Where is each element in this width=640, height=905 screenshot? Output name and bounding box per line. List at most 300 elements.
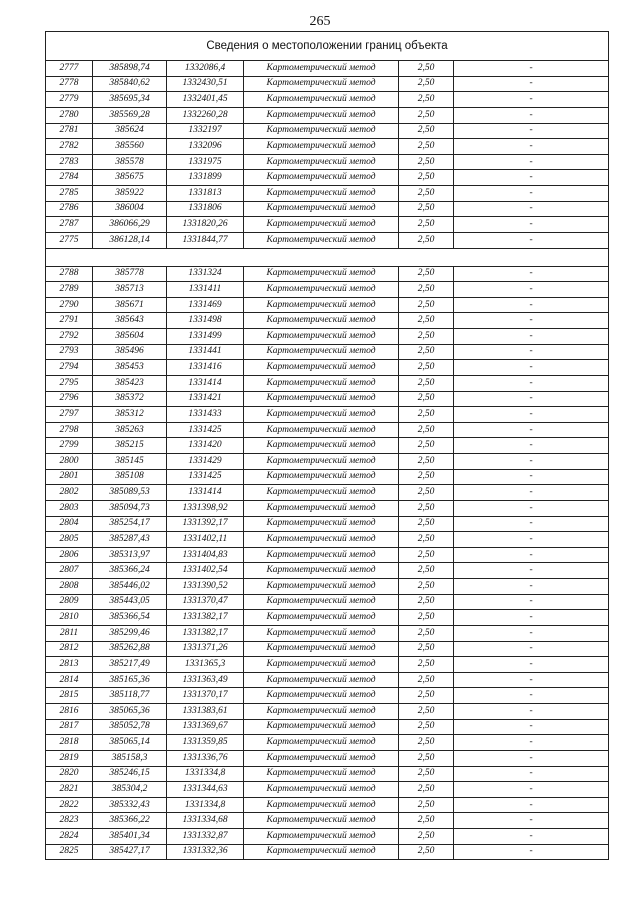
y-coordinate-cell: 1332096 — [167, 139, 244, 155]
x-coordinate-cell: 385108 — [93, 469, 167, 485]
table-row — [46, 201, 609, 217]
method-cell: Картометрический метод — [244, 829, 399, 845]
point-number-cell: 2806 — [46, 547, 93, 563]
accuracy-cell: 2,50 — [399, 516, 454, 532]
table-row — [46, 391, 609, 407]
table-row — [46, 782, 609, 798]
point-number-cell: 2811 — [46, 625, 93, 641]
note-cell: - — [454, 154, 609, 170]
note-cell: - — [454, 139, 609, 155]
method-cell: Картометрический метод — [244, 563, 399, 579]
point-number-cell: 2791 — [46, 313, 93, 329]
y-coordinate-cell: 1331416 — [167, 360, 244, 376]
point-number-cell: 2812 — [46, 641, 93, 657]
note-cell: - — [454, 735, 609, 751]
table-row — [46, 688, 609, 704]
y-coordinate-cell: 1331398,92 — [167, 500, 244, 516]
note-cell: - — [454, 750, 609, 766]
x-coordinate-cell: 385313,97 — [93, 547, 167, 563]
table-row — [46, 500, 609, 516]
x-coordinate-cell: 385695,34 — [93, 92, 167, 108]
table-row — [46, 61, 609, 77]
accuracy-cell: 2,50 — [399, 139, 454, 155]
method-cell: Картометрический метод — [244, 282, 399, 298]
point-number-cell: 2817 — [46, 719, 93, 735]
accuracy-cell: 2,50 — [399, 329, 454, 345]
accuracy-cell: 2,50 — [399, 500, 454, 516]
accuracy-cell: 2,50 — [399, 719, 454, 735]
accuracy-cell: 2,50 — [399, 313, 454, 329]
table-row — [46, 217, 609, 233]
accuracy-cell: 2,50 — [399, 469, 454, 485]
accuracy-cell: 2,50 — [399, 625, 454, 641]
point-number-cell: 2800 — [46, 454, 93, 470]
note-cell: - — [454, 813, 609, 829]
method-cell: Картометрический метод — [244, 500, 399, 516]
table-row — [46, 232, 609, 248]
method-cell: Картометрический метод — [244, 201, 399, 217]
method-cell: Картометрический метод — [244, 782, 399, 798]
point-number-cell: 2821 — [46, 782, 93, 798]
point-number-cell: 2782 — [46, 139, 93, 155]
point-number-cell: 2788 — [46, 266, 93, 282]
x-coordinate-cell: 385624 — [93, 123, 167, 139]
point-number-cell: 2793 — [46, 344, 93, 360]
method-cell: Картометрический метод — [244, 594, 399, 610]
method-cell: Картометрический метод — [244, 516, 399, 532]
note-cell: - — [454, 844, 609, 860]
y-coordinate-cell: 1331334,8 — [167, 766, 244, 782]
note-cell: - — [454, 610, 609, 626]
x-coordinate-cell: 385332,43 — [93, 797, 167, 813]
y-coordinate-cell: 1331899 — [167, 170, 244, 186]
x-coordinate-cell: 385287,43 — [93, 532, 167, 548]
x-coordinate-cell: 385366,24 — [93, 563, 167, 579]
x-coordinate-cell: 385643 — [93, 313, 167, 329]
y-coordinate-cell: 1331469 — [167, 297, 244, 313]
x-coordinate-cell: 385304,2 — [93, 782, 167, 798]
method-cell: Картометрический метод — [244, 170, 399, 186]
point-number-cell: 2796 — [46, 391, 93, 407]
y-coordinate-cell: 1331414 — [167, 485, 244, 501]
x-coordinate-cell: 385560 — [93, 139, 167, 155]
table-row — [46, 704, 609, 720]
y-coordinate-cell: 1331332,87 — [167, 829, 244, 845]
accuracy-cell: 2,50 — [399, 532, 454, 548]
x-coordinate-cell: 385165,36 — [93, 672, 167, 688]
note-cell: - — [454, 344, 609, 360]
y-coordinate-cell: 1331365,3 — [167, 657, 244, 673]
accuracy-cell: 2,50 — [399, 266, 454, 282]
y-coordinate-cell: 1331411 — [167, 282, 244, 298]
method-cell: Картометрический метод — [244, 454, 399, 470]
method-cell: Картометрический метод — [244, 139, 399, 155]
y-coordinate-cell: 1332430,51 — [167, 76, 244, 92]
x-coordinate-cell: 385922 — [93, 186, 167, 202]
y-coordinate-cell: 1331371,26 — [167, 641, 244, 657]
method-cell: Картометрический метод — [244, 375, 399, 391]
page-number: 265 — [309, 14, 331, 29]
x-coordinate-cell: 385065,14 — [93, 735, 167, 751]
point-number-cell: 2804 — [46, 516, 93, 532]
method-cell: Картометрический метод — [244, 123, 399, 139]
point-number-cell: 2819 — [46, 750, 93, 766]
table-row — [46, 719, 609, 735]
table-title: Сведения о местоположении границ объекта — [46, 32, 609, 61]
y-coordinate-cell: 1331390,52 — [167, 579, 244, 595]
y-coordinate-cell: 1331370,17 — [167, 688, 244, 704]
x-coordinate-cell: 385427,17 — [93, 844, 167, 860]
note-cell: - — [454, 547, 609, 563]
x-coordinate-cell: 385840,62 — [93, 76, 167, 92]
method-cell: Картометрический метод — [244, 844, 399, 860]
x-coordinate-cell: 385262,88 — [93, 641, 167, 657]
point-number-cell: 2802 — [46, 485, 93, 501]
y-coordinate-cell: 1331402,11 — [167, 532, 244, 548]
accuracy-cell: 2,50 — [399, 391, 454, 407]
note-cell: - — [454, 579, 609, 595]
table-row — [46, 641, 609, 657]
method-cell: Картометрический метод — [244, 469, 399, 485]
table-row — [46, 154, 609, 170]
y-coordinate-cell: 1331334,8 — [167, 797, 244, 813]
y-coordinate-cell: 1331425 — [167, 422, 244, 438]
y-coordinate-cell: 1331359,85 — [167, 735, 244, 751]
note-cell: - — [454, 360, 609, 376]
table-row — [46, 422, 609, 438]
point-number-cell: 2807 — [46, 563, 93, 579]
y-coordinate-cell: 1331332,36 — [167, 844, 244, 860]
note-cell: - — [454, 688, 609, 704]
accuracy-cell: 2,50 — [399, 485, 454, 501]
table-row — [46, 547, 609, 563]
method-cell: Картометрический метод — [244, 610, 399, 626]
method-cell: Картометрический метод — [244, 532, 399, 548]
x-coordinate-cell: 385217,49 — [93, 657, 167, 673]
x-coordinate-cell: 385778 — [93, 266, 167, 282]
x-coordinate-cell: 385569,28 — [93, 107, 167, 123]
point-number-cell: 2805 — [46, 532, 93, 548]
method-cell: Картометрический метод — [244, 625, 399, 641]
accuracy-cell: 2,50 — [399, 375, 454, 391]
point-number-cell: 2823 — [46, 813, 93, 829]
accuracy-cell: 2,50 — [399, 750, 454, 766]
accuracy-cell: 2,50 — [399, 154, 454, 170]
x-coordinate-cell: 385423 — [93, 375, 167, 391]
note-cell: - — [454, 107, 609, 123]
point-number-cell: 2789 — [46, 282, 93, 298]
point-number-cell: 2795 — [46, 375, 93, 391]
x-coordinate-cell: 385443,05 — [93, 594, 167, 610]
y-coordinate-cell: 1331392,17 — [167, 516, 244, 532]
method-cell: Картометрический метод — [244, 232, 399, 248]
point-number-cell: 2810 — [46, 610, 93, 626]
point-number-cell: 2784 — [46, 170, 93, 186]
x-coordinate-cell: 385118,77 — [93, 688, 167, 704]
note-cell: - — [454, 454, 609, 470]
point-number-cell: 2801 — [46, 469, 93, 485]
y-coordinate-cell: 1331344,63 — [167, 782, 244, 798]
x-coordinate-cell: 385446,02 — [93, 579, 167, 595]
note-cell: - — [454, 563, 609, 579]
table-row — [46, 485, 609, 501]
method-cell: Картометрический метод — [244, 154, 399, 170]
accuracy-cell: 2,50 — [399, 813, 454, 829]
accuracy-cell: 2,50 — [399, 438, 454, 454]
table-row — [46, 186, 609, 202]
method-cell: Картометрический метод — [244, 297, 399, 313]
accuracy-cell: 2,50 — [399, 232, 454, 248]
y-coordinate-cell: 1331429 — [167, 454, 244, 470]
x-coordinate-cell: 385145 — [93, 454, 167, 470]
accuracy-cell: 2,50 — [399, 594, 454, 610]
method-cell: Картометрический метод — [244, 797, 399, 813]
table-row — [46, 594, 609, 610]
accuracy-cell: 2,50 — [399, 170, 454, 186]
accuracy-cell: 2,50 — [399, 797, 454, 813]
x-coordinate-cell: 385401,34 — [93, 829, 167, 845]
point-number-cell: 2813 — [46, 657, 93, 673]
x-coordinate-cell: 386004 — [93, 201, 167, 217]
point-number-cell: 2809 — [46, 594, 93, 610]
accuracy-cell: 2,50 — [399, 610, 454, 626]
method-cell: Картометрический метод — [244, 329, 399, 345]
point-number-cell: 2775 — [46, 232, 93, 248]
accuracy-cell: 2,50 — [399, 61, 454, 77]
note-cell: - — [454, 532, 609, 548]
point-number-cell: 2780 — [46, 107, 93, 123]
method-cell: Картометрический метод — [244, 186, 399, 202]
table-row — [46, 313, 609, 329]
point-number-cell: 2787 — [46, 217, 93, 233]
point-number-cell: 2818 — [46, 735, 93, 751]
x-coordinate-cell: 385578 — [93, 154, 167, 170]
note-cell: - — [454, 313, 609, 329]
note-cell: - — [454, 217, 609, 233]
accuracy-cell: 2,50 — [399, 92, 454, 108]
note-cell: - — [454, 329, 609, 345]
y-coordinate-cell: 1331498 — [167, 313, 244, 329]
y-coordinate-cell: 1331382,17 — [167, 625, 244, 641]
table-row — [46, 438, 609, 454]
x-coordinate-cell: 385215 — [93, 438, 167, 454]
method-cell: Картометрический метод — [244, 750, 399, 766]
table-row — [46, 375, 609, 391]
x-coordinate-cell: 385453 — [93, 360, 167, 376]
method-cell: Картометрический метод — [244, 735, 399, 751]
accuracy-cell: 2,50 — [399, 704, 454, 720]
method-cell: Картометрический метод — [244, 719, 399, 735]
accuracy-cell: 2,50 — [399, 123, 454, 139]
table-row — [46, 672, 609, 688]
table-row — [46, 813, 609, 829]
table-row — [46, 139, 609, 155]
note-cell: - — [454, 391, 609, 407]
accuracy-cell: 2,50 — [399, 547, 454, 563]
point-number-cell: 2815 — [46, 688, 93, 704]
accuracy-cell: 2,50 — [399, 766, 454, 782]
x-coordinate-cell: 385496 — [93, 344, 167, 360]
note-cell: - — [454, 232, 609, 248]
point-number-cell: 2779 — [46, 92, 93, 108]
y-coordinate-cell: 1332401,45 — [167, 92, 244, 108]
point-number-cell: 2803 — [46, 500, 93, 516]
method-cell: Картометрический метод — [244, 313, 399, 329]
method-cell: Картометрический метод — [244, 641, 399, 657]
note-cell: - — [454, 500, 609, 516]
table-row — [46, 123, 609, 139]
y-coordinate-cell: 1331421 — [167, 391, 244, 407]
note-cell: - — [454, 704, 609, 720]
note-cell: - — [454, 782, 609, 798]
x-coordinate-cell: 385254,17 — [93, 516, 167, 532]
x-coordinate-cell: 386128,14 — [93, 232, 167, 248]
accuracy-cell: 2,50 — [399, 579, 454, 595]
point-number-cell: 2786 — [46, 201, 93, 217]
note-cell: - — [454, 438, 609, 454]
y-coordinate-cell: 1331336,76 — [167, 750, 244, 766]
y-coordinate-cell: 1331382,17 — [167, 610, 244, 626]
y-coordinate-cell: 1331363,49 — [167, 672, 244, 688]
point-number-cell: 2785 — [46, 186, 93, 202]
accuracy-cell: 2,50 — [399, 344, 454, 360]
method-cell: Картометрический метод — [244, 407, 399, 423]
x-coordinate-cell: 385898,74 — [93, 61, 167, 77]
accuracy-cell: 2,50 — [399, 672, 454, 688]
point-number-cell: 2814 — [46, 672, 93, 688]
method-cell: Картометрический метод — [244, 704, 399, 720]
table-row — [46, 563, 609, 579]
note-cell: - — [454, 297, 609, 313]
y-coordinate-cell: 1331425 — [167, 469, 244, 485]
x-coordinate-cell: 385713 — [93, 282, 167, 298]
x-coordinate-cell: 385263 — [93, 422, 167, 438]
point-number-cell: 2822 — [46, 797, 93, 813]
note-cell: - — [454, 766, 609, 782]
table-spacer-row — [46, 248, 609, 266]
table-row — [46, 170, 609, 186]
table-row — [46, 532, 609, 548]
table-row — [46, 454, 609, 470]
note-cell: - — [454, 829, 609, 845]
method-cell: Картометрический метод — [244, 657, 399, 673]
x-coordinate-cell: 385675 — [93, 170, 167, 186]
y-coordinate-cell: 1331813 — [167, 186, 244, 202]
accuracy-cell: 2,50 — [399, 454, 454, 470]
y-coordinate-cell: 1331820,26 — [167, 217, 244, 233]
method-cell: Картометрический метод — [244, 344, 399, 360]
note-cell: - — [454, 76, 609, 92]
table-row — [46, 107, 609, 123]
spacer-cell — [46, 248, 609, 266]
boundary-table-body — [46, 32, 609, 860]
point-number-cell: 2824 — [46, 829, 93, 845]
table-row — [46, 92, 609, 108]
table-row — [46, 329, 609, 345]
note-cell: - — [454, 516, 609, 532]
note-cell: - — [454, 186, 609, 202]
note-cell: - — [454, 625, 609, 641]
y-coordinate-cell: 1331420 — [167, 438, 244, 454]
accuracy-cell: 2,50 — [399, 76, 454, 92]
table-row — [46, 407, 609, 423]
table-row — [46, 657, 609, 673]
method-cell: Картометрический метод — [244, 107, 399, 123]
table-row — [46, 360, 609, 376]
method-cell: Картометрический метод — [244, 485, 399, 501]
table-header-row — [46, 32, 609, 61]
note-cell: - — [454, 594, 609, 610]
accuracy-cell: 2,50 — [399, 407, 454, 423]
note-cell: - — [454, 170, 609, 186]
point-number-cell: 2792 — [46, 329, 93, 345]
accuracy-cell: 2,50 — [399, 641, 454, 657]
x-coordinate-cell: 386066,29 — [93, 217, 167, 233]
table-row — [46, 344, 609, 360]
accuracy-cell: 2,50 — [399, 107, 454, 123]
note-cell: - — [454, 92, 609, 108]
method-cell: Картометрический метод — [244, 547, 399, 563]
note-cell: - — [454, 123, 609, 139]
method-cell: Картометрический метод — [244, 76, 399, 92]
x-coordinate-cell: 385299,46 — [93, 625, 167, 641]
x-coordinate-cell: 385604 — [93, 329, 167, 345]
x-coordinate-cell: 385089,53 — [93, 485, 167, 501]
accuracy-cell: 2,50 — [399, 422, 454, 438]
point-number-cell: 2799 — [46, 438, 93, 454]
point-number-cell: 2778 — [46, 76, 93, 92]
y-coordinate-cell: 1331404,83 — [167, 547, 244, 563]
table-row — [46, 797, 609, 813]
note-cell: - — [454, 797, 609, 813]
point-number-cell: 2790 — [46, 297, 93, 313]
x-coordinate-cell: 385366,54 — [93, 610, 167, 626]
method-cell: Картометрический метод — [244, 438, 399, 454]
accuracy-cell: 2,50 — [399, 657, 454, 673]
accuracy-cell: 2,50 — [399, 782, 454, 798]
y-coordinate-cell: 1332086,4 — [167, 61, 244, 77]
table-row — [46, 829, 609, 845]
method-cell: Картометрический метод — [244, 360, 399, 376]
accuracy-cell: 2,50 — [399, 563, 454, 579]
table-row — [46, 266, 609, 282]
method-cell: Картометрический метод — [244, 672, 399, 688]
note-cell: - — [454, 485, 609, 501]
method-cell: Картометрический метод — [244, 266, 399, 282]
method-cell: Картометрический метод — [244, 813, 399, 829]
x-coordinate-cell: 385158,3 — [93, 750, 167, 766]
note-cell: - — [454, 469, 609, 485]
note-cell: - — [454, 201, 609, 217]
y-coordinate-cell: 1331334,68 — [167, 813, 244, 829]
accuracy-cell: 2,50 — [399, 282, 454, 298]
method-cell: Картометрический метод — [244, 391, 399, 407]
table-row — [46, 735, 609, 751]
x-coordinate-cell: 385366,22 — [93, 813, 167, 829]
y-coordinate-cell: 1331975 — [167, 154, 244, 170]
boundary-table — [45, 31, 609, 860]
note-cell: - — [454, 719, 609, 735]
y-coordinate-cell: 1331369,67 — [167, 719, 244, 735]
note-cell: - — [454, 422, 609, 438]
table-row — [46, 297, 609, 313]
x-coordinate-cell: 385372 — [93, 391, 167, 407]
point-number-cell: 2825 — [46, 844, 93, 860]
note-cell: - — [454, 61, 609, 77]
x-coordinate-cell: 385094,73 — [93, 500, 167, 516]
y-coordinate-cell: 1331383,61 — [167, 704, 244, 720]
method-cell: Картометрический метод — [244, 579, 399, 595]
